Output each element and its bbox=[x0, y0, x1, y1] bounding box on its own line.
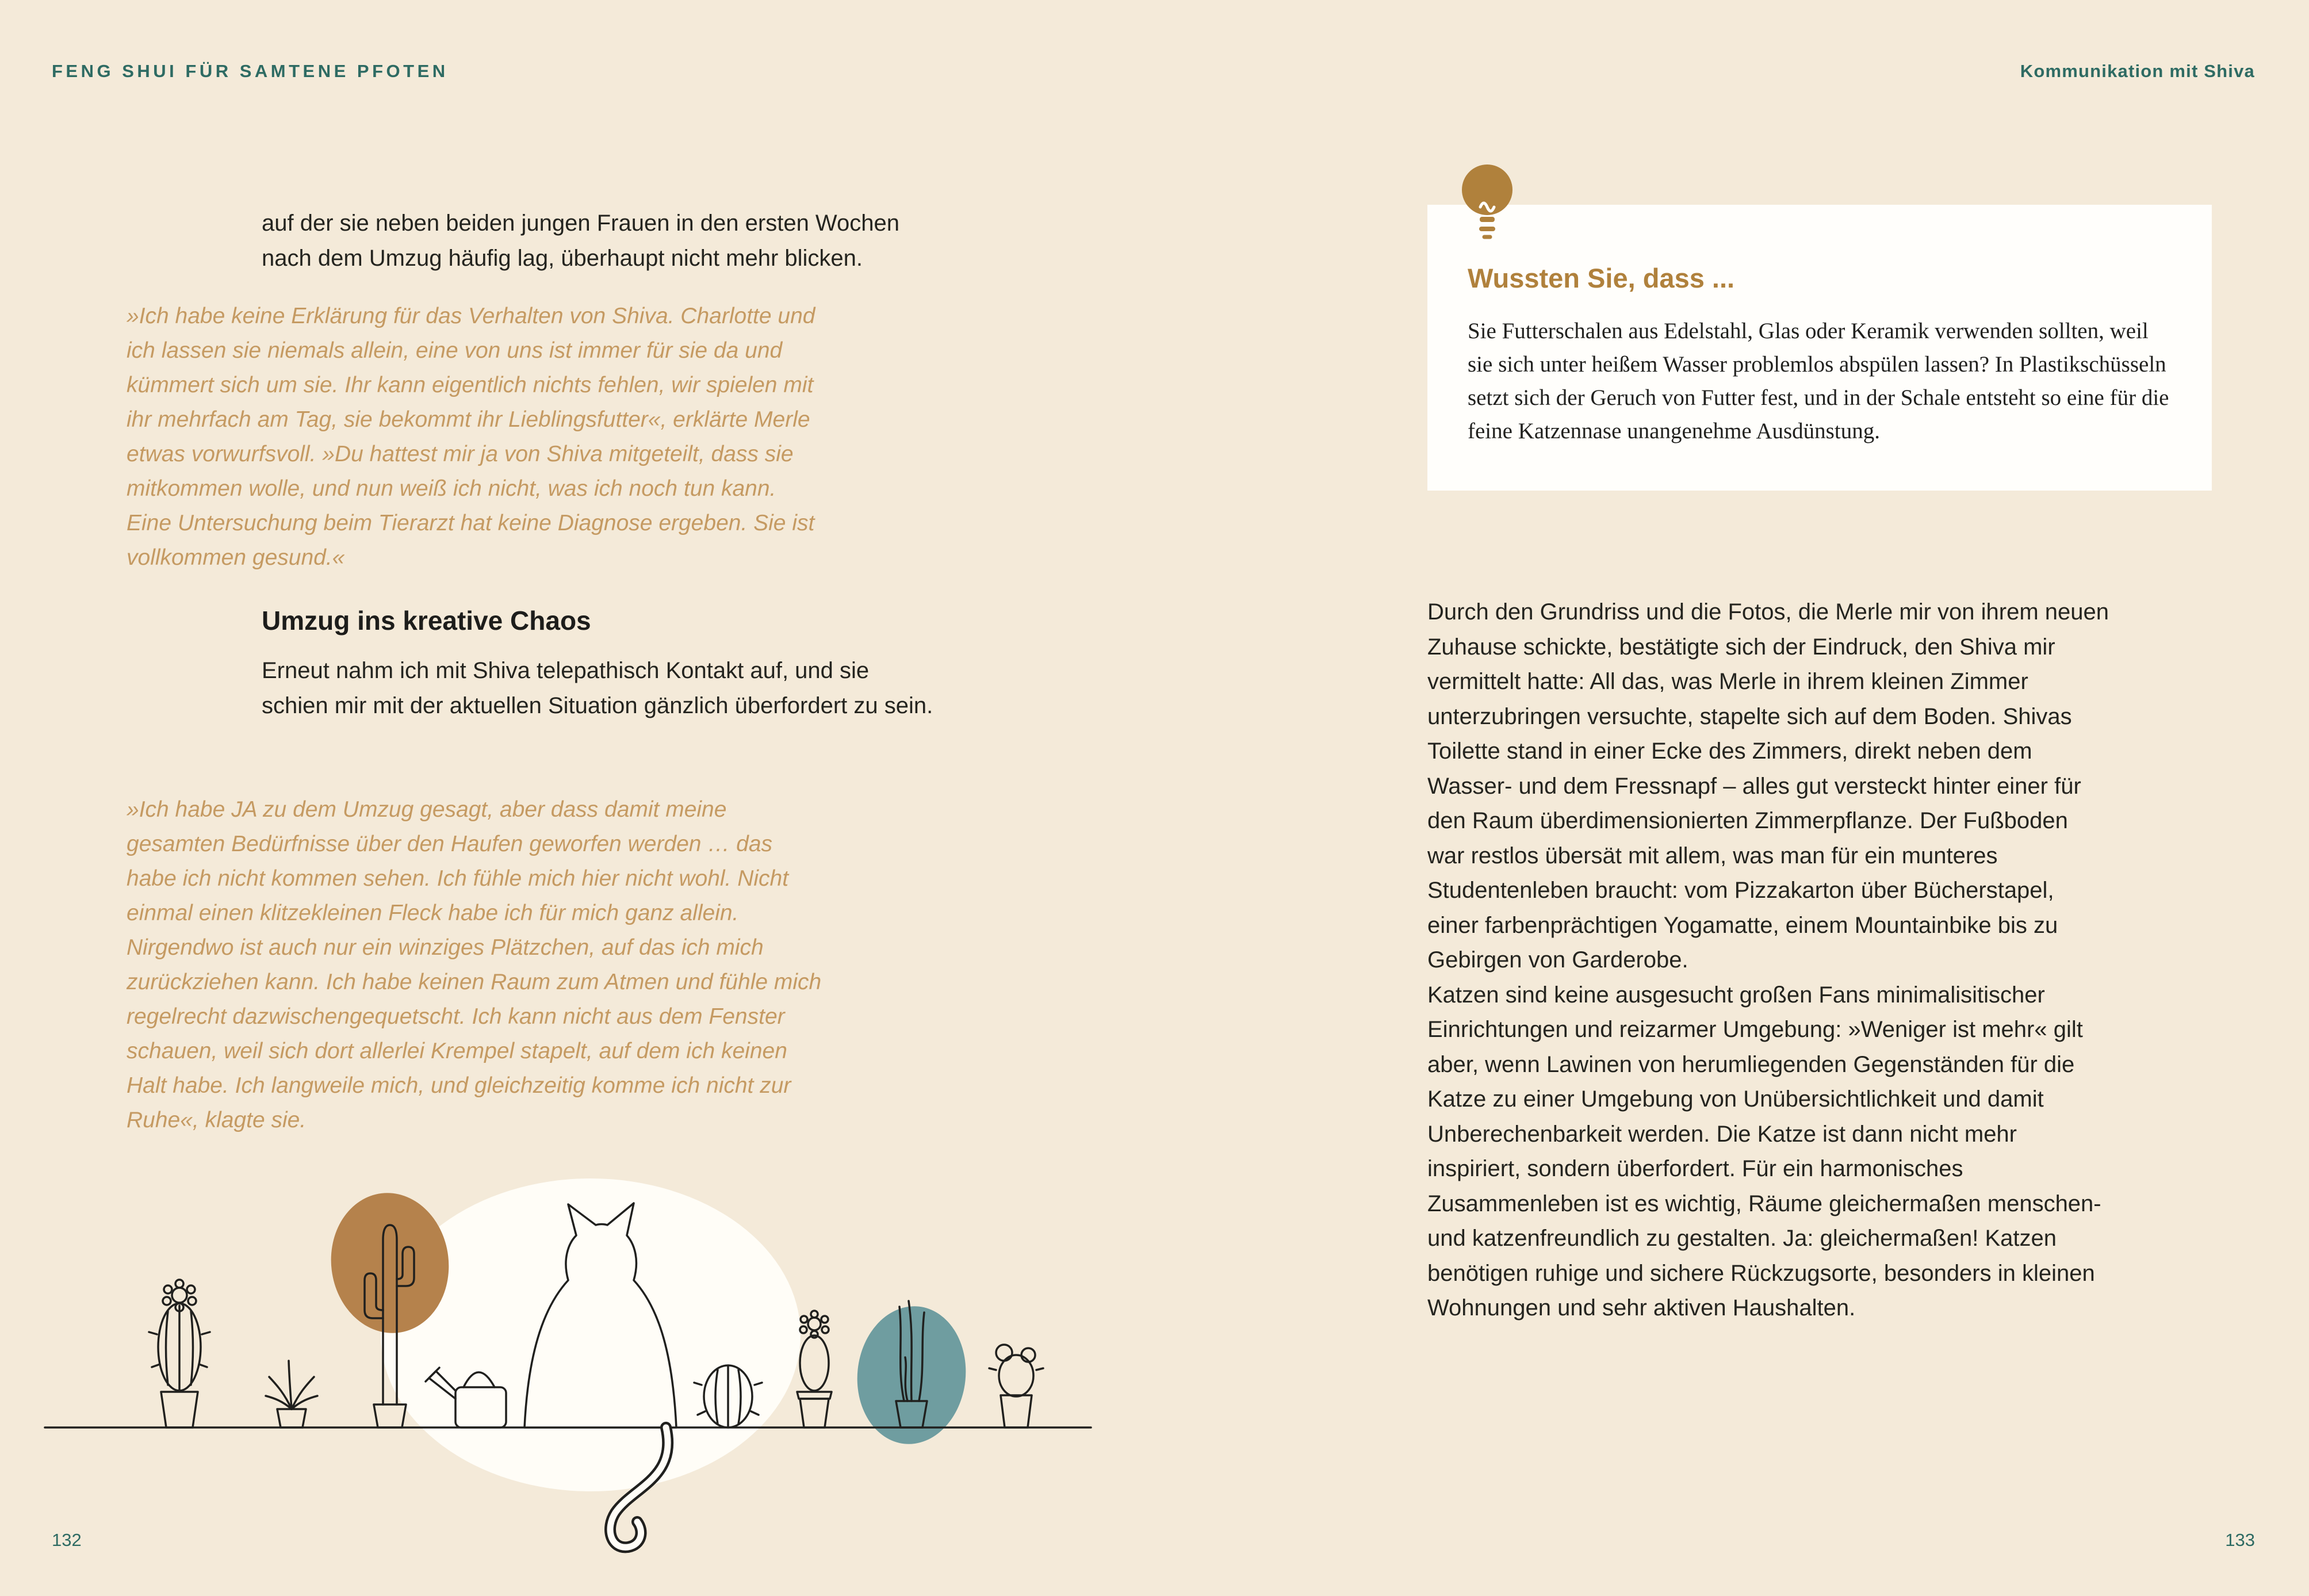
section-paragraph: Erneut nahm ich mit Shiva telepathisch Kontakt auf, und sie schien mir mit der aktuellen Situation gänzlich überfordert zu sein. bbox=[262, 658, 933, 718]
potted-flower-cactus-line-art bbox=[797, 1311, 832, 1427]
body-paragraph-2: Katzen sind keine ausgesucht großen Fans minimalisitischer Einrichtungen und reizarmer Umgebung: »Weniger ist mehr« gilt aber, wenn Lawinen von herumliegenden Gegenständen für die Katze zu einer Umgebung von Unübersichtlichkeit und damit Unberechenbarkeit werden. Die Katze ist dann nicht mehr inspiriert, sondern überfordert. Für ein harmonisches Zusammenleben ist es wichtig, Räume gleichermaßen menschen- und katzenfreundlich zu gestalten. Ja: gleichermaßen! Katzen benötigen ruhige und sichere Rückzugsorte, besonders in kleinen Wohnungen und sehr aktiven Haushalten. bbox=[1427, 982, 2101, 1321]
small-cactus-line-art bbox=[989, 1345, 1043, 1427]
left-intro-paragraph: auf der sie neben beiden jungen Frauen in den ersten Wochen nach dem Umzug häufig lag, überhaupt nicht mehr blicken. bbox=[262, 210, 899, 271]
page-number-right: 133 bbox=[2225, 1530, 2255, 1550]
shiva-cat-quote: »Ich habe JA zu dem Umzug gesagt, aber dass damit meine gesamten Bedürfnisse über den Haufen geworfen werden … das habe ich nicht kommen sehen. Ich fühle mich hier nicht wohl. Nicht einmal einen klitzekleinen Fleck habe ich für mich ganz allein. Nirgendwo ist auch nur ein winziges Plätzchen, auf das ich mich zurückziehen kann. Ich habe keinen Raum zum Atmen und fühle mich regelrecht dazwischengequetscht. Ich kann nicht aus dem Fenster schauen, weil sich dort allerlei Krempel stapelt, auf dem ich keinen Halt habe. Ich langweile mich, und gleichzeitig komme ich nicht zur Ruhe«, klagte sie. bbox=[127, 797, 822, 1132]
running-head-right: Kommunikation mit Shiva bbox=[2020, 61, 2255, 81]
section-heading: Umzug ins kreative Chaos bbox=[262, 606, 591, 636]
page-number-left: 132 bbox=[52, 1530, 82, 1550]
infobox-body: Sie Futterschalen aus Edelstahl, Glas oder Keramik verwenden sollten, weil sie sich unter heißem Wasser problemlos abspülen lassen? In Plastikschüsseln setzt sich der Geruch von Futter fest, und in der Schale entsteht so eine für die feine Katzennase unangenehme Ausdünstung. bbox=[1468, 319, 2169, 443]
infobox-heading: Wussten Sie, dass ... bbox=[1468, 263, 1735, 293]
body-paragraph-1: Durch den Grundriss und die Fotos, die Merle mir von ihrem neuen Zuhause schickte, bestätigte sich der Eindruck, den Shiva mir vermittelt hatte: All das, was Merle in ihrem kleinen Zimmer unterzubringen versuchte, stapelte sich auf dem Boden. Shivas Toilette stand in einer Ecke des Zimmers, direkt neben dem Wasser- und dem Fressnapf – alles gut versteckt hinter einer für den Raum überdimensionierten Zimmerpflanze. Der Fußboden war restlos übersät mit allem, was man für ein munteres Studentenleben braucht: vom Pizzakarton über Bücherstapel, einer farbenprächtigen Yogamatte, einem Mountainbike bis zu Gebirgen von Garderobe. bbox=[1427, 599, 2109, 973]
running-head-left: FENG SHUI FÜR SAMTENE PFOTEN bbox=[52, 61, 449, 81]
shiva-owner-quote: »Ich habe keine Erklärung für das Verhalten von Shiva. Charlotte und ich lassen sie niemals allein, eine von uns ist immer für sie da und kümmert sich um sie. Ihr kann eigentlich nichts fehlen, wir spielen mit ihr mehrfach am Tag, sie bekommt ihr Lieblingsfutter«, erklärte Merle etwas vorwurfsvoll. »Du hattest mir ja von Shiva mitgeteilt, dass sie mitkommen wolle, und nun weiß ich nicht, was ich noch tun kann. Eine Untersuchung beim Tierarzt hat keine Diagnose ergeben. Sie ist vollkommen gesund.« bbox=[127, 304, 815, 570]
aloe-plant-line-art bbox=[266, 1361, 317, 1427]
lightbulb-icon bbox=[1458, 162, 1516, 254]
flowering-cactus-line-art bbox=[149, 1280, 210, 1427]
did-you-know-infobox bbox=[1427, 205, 2212, 491]
windowsill-illustration bbox=[23, 1168, 1104, 1590]
right-page-body bbox=[1427, 595, 2109, 1326]
